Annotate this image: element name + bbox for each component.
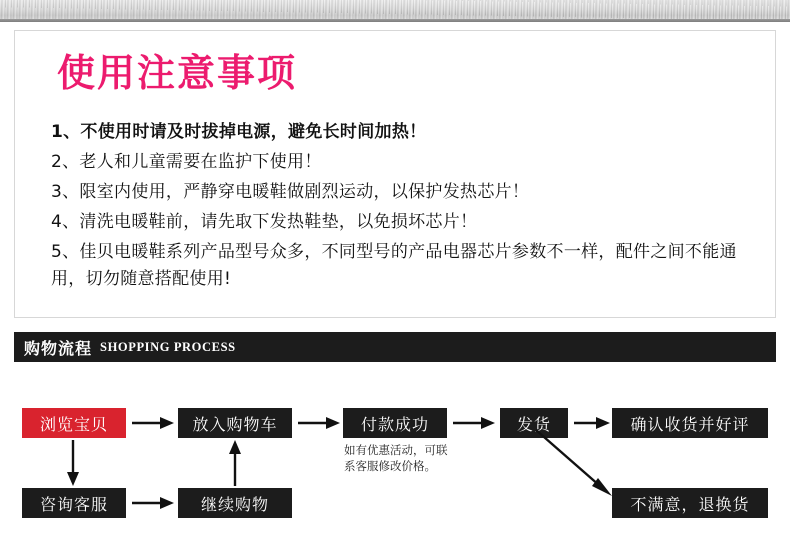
notice-item: 3、限室内使用，严静穿电暖鞋做剧烈运动，以保护发热芯片！: [51, 182, 530, 202]
flow-node-label: 咨询客服: [39, 494, 108, 514]
notice-item: 1、不使用时请及时拔掉电源，避免长时间加热！: [51, 122, 427, 142]
flow-node-label: 浏览宝贝: [39, 414, 108, 434]
shopping-process-header: [14, 332, 776, 362]
flow-node-contact-service[interactable]: [22, 488, 126, 518]
process-title-cn: 购物流程: [24, 338, 93, 358]
notice-item: 2、老人和儿童需要在监护下使用！: [51, 152, 322, 172]
flow-node-label: 付款成功: [360, 414, 429, 434]
arrow-continue-to-cart-icon: [224, 440, 246, 486]
arrow-browse-to-cart-icon: [132, 414, 174, 434]
usage-notice-card: [14, 30, 776, 318]
notice-item: 5、佳贝电暖鞋系列产品型号众多，不同型号的产品电器芯片参数不一样，配件之间不能通用，切勿随意搭配使用!: [51, 242, 737, 289]
payment-note: 如有优惠活动，可联系客服修改价格。: [344, 443, 448, 473]
shopping-process-flow: [0, 362, 790, 535]
flow-node-pay-success[interactable]: [343, 408, 447, 438]
flow-node-add-cart[interactable]: [178, 408, 292, 438]
top-texture-strip: [0, 0, 790, 22]
flow-node-label: 发货: [516, 414, 551, 434]
notice-item: 4、清洗电暖鞋前，请先取下发热鞋垫，以免损坏芯片！: [51, 212, 478, 232]
process-title-en: SHOPPING PROCESS: [100, 339, 236, 354]
flow-node-label: 确认收货并好评: [630, 414, 750, 434]
flow-node-browse[interactable]: [22, 408, 126, 438]
flow-node-label: 继续购物: [200, 494, 269, 514]
flow-node-label: 不满意，退换货: [630, 494, 750, 514]
flow-node-label: 放入购物车: [192, 414, 278, 434]
arrow-cart-to-pay-icon: [298, 414, 340, 434]
arrow-browse-to-service-icon: [62, 440, 84, 486]
flow-node-return-exchange[interactable]: [612, 488, 768, 518]
arrow-pay-to-ship-icon: [453, 414, 495, 434]
arrow-service-to-continue-icon: [132, 494, 174, 514]
arrow-ship-to-return-icon: [534, 428, 614, 502]
page-title: 使用注意事项: [57, 51, 298, 95]
flow-node-confirm-review[interactable]: [612, 408, 768, 438]
flow-node-continue-shopping[interactable]: [178, 488, 292, 518]
notice-list: [51, 119, 751, 296]
